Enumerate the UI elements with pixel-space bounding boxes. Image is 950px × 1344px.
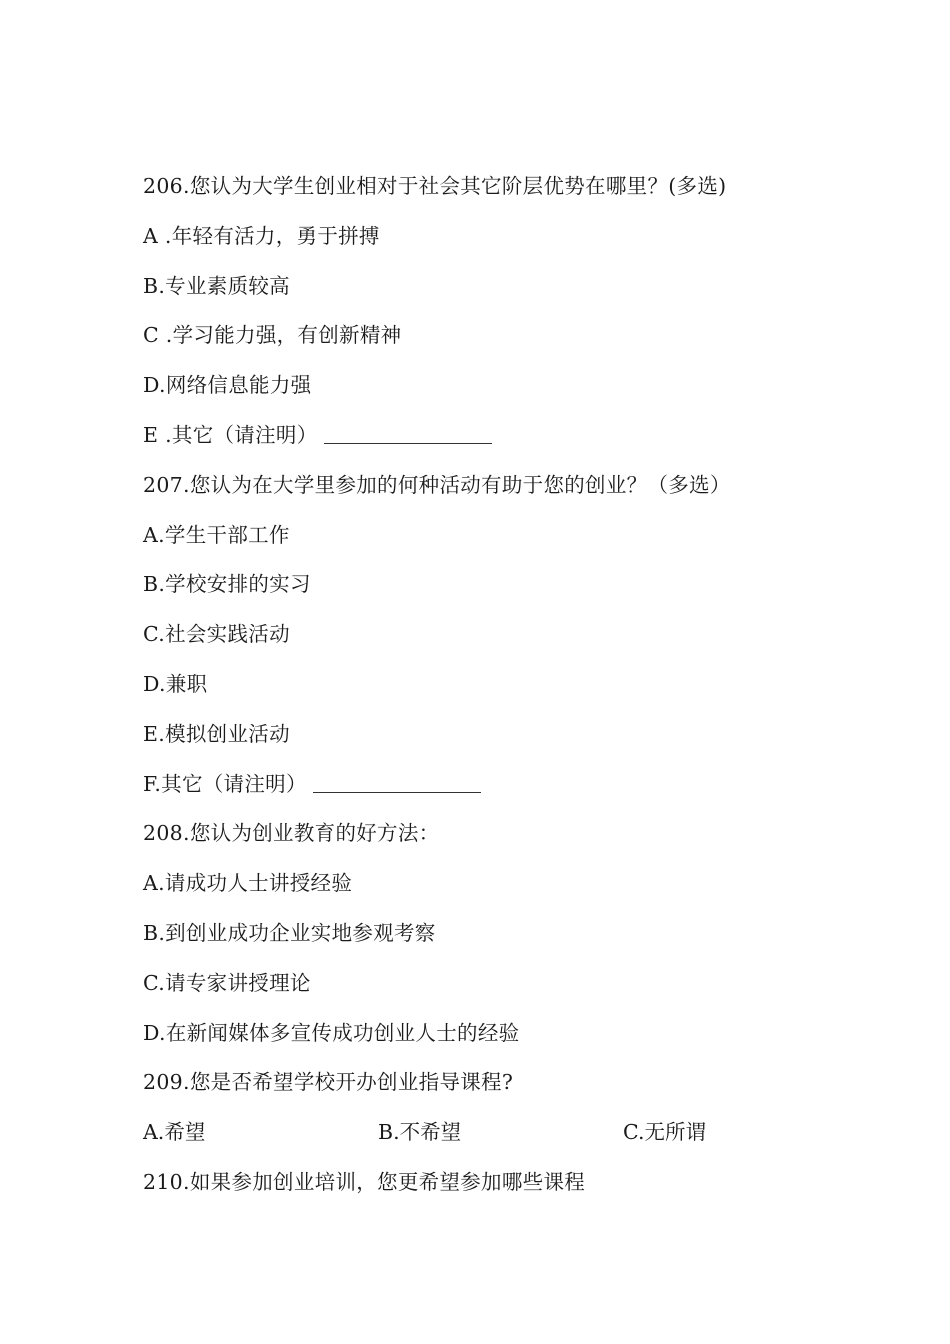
option-206-e-row xyxy=(143,419,843,469)
option-208-c: C.请专家讲授理论 xyxy=(143,970,311,995)
options-209-row xyxy=(143,1116,843,1166)
option-207-f-row xyxy=(143,768,843,818)
document-page xyxy=(143,170,843,1216)
option-208-b: B.到创业成功企业实地参观考察 xyxy=(143,920,436,945)
question-210: 210.如果参加创业培训，您更希望参加哪些课程 xyxy=(143,1169,586,1194)
question-209: 209.您是否希望学校开办创业指导课程? xyxy=(143,1070,514,1095)
option-208-d: D.在新闻媒体多宣传成功创业人士的经验 xyxy=(143,1020,520,1045)
option-207-b: B.学校安排的实习 xyxy=(143,572,311,597)
question-207: 207.您认为在大学里参加的何种活动有助于您的创业？（多选） xyxy=(143,472,731,497)
option-206-b: B.专业素质较高 xyxy=(143,273,290,298)
option-207-f: F.其它（请注明） xyxy=(143,771,307,796)
option-209-c: C.无所谓 xyxy=(623,1120,706,1145)
fill-in-blank xyxy=(324,423,492,444)
option-207-a: A.学生干部工作 xyxy=(143,522,290,547)
option-207-c: C.社会实践活动 xyxy=(143,622,290,647)
option-206-d: D.网络信息能力强 xyxy=(143,373,312,398)
option-207-e: E.模拟创业活动 xyxy=(143,721,290,746)
fill-in-blank xyxy=(313,772,481,793)
question-208: 208.您认为创业教育的好方法： xyxy=(143,821,440,846)
option-208-a: A.请成功人士讲授经验 xyxy=(143,871,353,896)
option-209-b: B.不希望 xyxy=(378,1120,462,1145)
option-206-e: E .其它（请注明） xyxy=(143,422,318,447)
option-209-a: A.希望 xyxy=(143,1120,206,1145)
option-206-a: A .年轻有活力，勇于拼搏 xyxy=(143,223,380,248)
question-206: 206.您认为大学生创业相对于社会其它阶层优势在哪里？(多选) xyxy=(143,174,727,198)
option-207-d: D.兼职 xyxy=(143,671,208,696)
option-206-c: C .学习能力强，有创新精神 xyxy=(143,323,402,348)
